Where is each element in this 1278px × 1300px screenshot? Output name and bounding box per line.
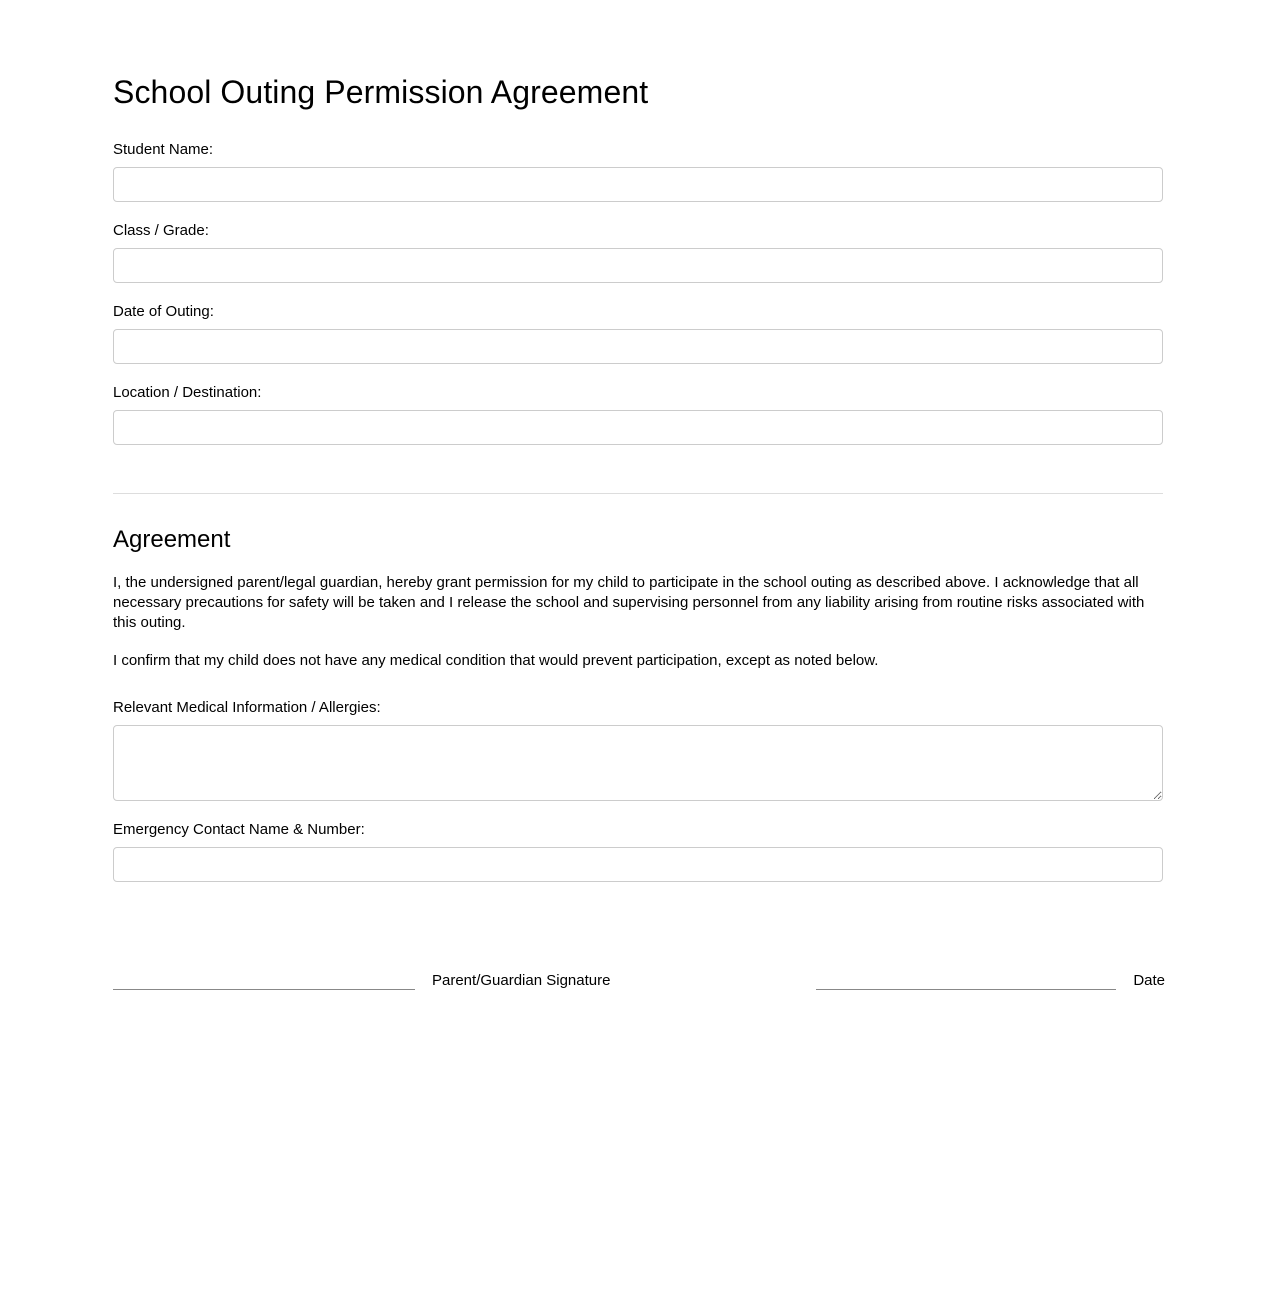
medical-info-textarea[interactable] bbox=[113, 725, 1163, 801]
student-name-input[interactable] bbox=[113, 167, 1163, 202]
agreement-text-block bbox=[113, 573, 1165, 671]
agreement-paragraph-2: I confirm that my child does not have any medical condition that would prevent participation, except as noted below. bbox=[113, 651, 879, 669]
date-caption: Date bbox=[1133, 971, 1165, 989]
signature-line[interactable] bbox=[113, 968, 415, 990]
label-class-grade: Class / Grade: bbox=[113, 221, 209, 239]
date-line[interactable] bbox=[816, 968, 1116, 990]
class-grade-input[interactable] bbox=[113, 248, 1163, 283]
agreement-heading: Agreement bbox=[113, 525, 231, 553]
signature-row bbox=[113, 968, 1165, 990]
label-medical-info: Relevant Medical Information / Allergies: bbox=[113, 698, 381, 716]
field-group-emergency-contact bbox=[113, 821, 1165, 882]
agreement-paragraph-1: I, the undersigned parent/legal guardian, hereby grant permission for my child to participate in the school outing as described above. I acknowledge that all necessary precautions for safety will be taken and I release the school and supervising personnel from any liability arising from routine risks associated with this outing. bbox=[113, 573, 1145, 631]
date-of-outing-input[interactable] bbox=[113, 329, 1163, 364]
location-destination-input[interactable] bbox=[113, 410, 1163, 445]
field-group-class-grade bbox=[113, 222, 1165, 283]
section-divider bbox=[113, 493, 1163, 494]
signature-slot bbox=[113, 968, 610, 990]
field-group-location-destination bbox=[113, 384, 1165, 445]
field-group-date-of-outing bbox=[113, 303, 1165, 364]
field-group-medical-info bbox=[113, 699, 1165, 801]
page-title: School Outing Permission Agreement bbox=[113, 74, 649, 110]
field-group-student-name bbox=[113, 141, 1165, 202]
label-emergency-contact: Emergency Contact Name & Number: bbox=[113, 820, 365, 838]
label-date-of-outing: Date of Outing: bbox=[113, 302, 214, 320]
signature-caption: Parent/Guardian Signature bbox=[432, 971, 611, 989]
emergency-contact-input[interactable] bbox=[113, 847, 1163, 882]
date-slot bbox=[816, 968, 1165, 990]
label-student-name: Student Name: bbox=[113, 140, 214, 158]
form-sheet bbox=[113, 0, 1165, 990]
label-location-destination: Location / Destination: bbox=[113, 383, 262, 401]
